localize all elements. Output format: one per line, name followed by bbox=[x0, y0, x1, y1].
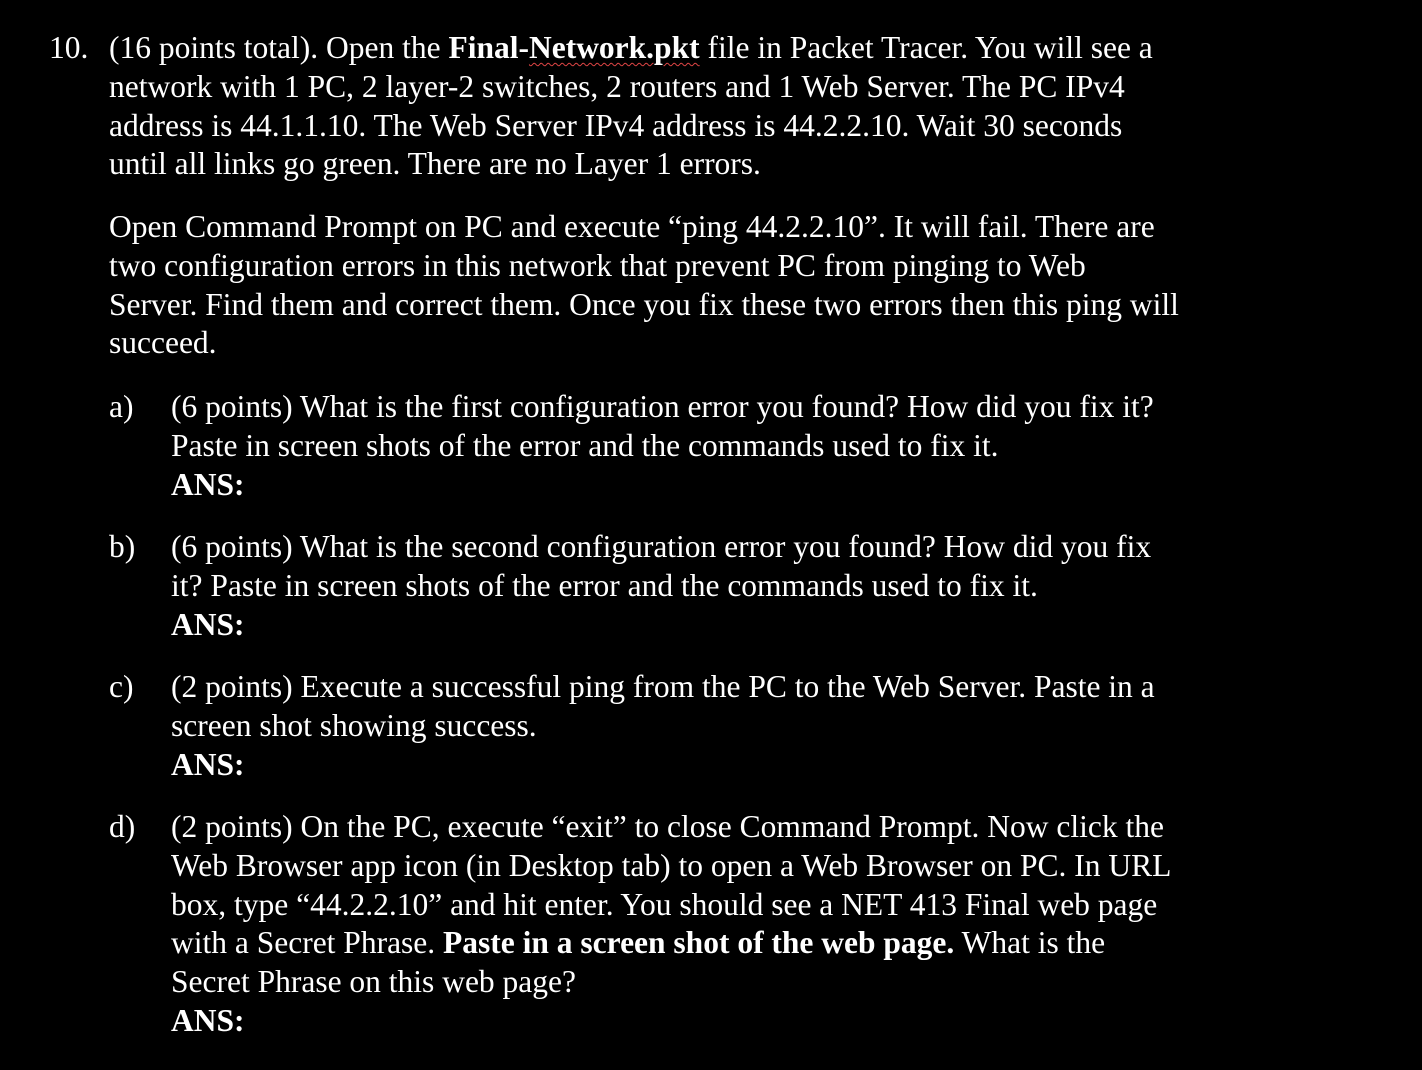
item-d-line-3: box, type “44.2.2.10” and hit enter. You should see a NET 413 Final web page bbox=[171, 886, 1158, 922]
item-b-line-2: it? Paste in screen shots of the error and the commands used to fix it. bbox=[171, 567, 1038, 603]
item-c-answer-label: ANS: bbox=[171, 746, 245, 782]
item-d-line-4 bbox=[171, 924, 1301, 963]
instructions-line-4: succeed. bbox=[109, 325, 217, 361]
item-d-body bbox=[171, 808, 1301, 1041]
item-d-line-2: Web Browser app icon (in Desktop tab) to open a Web Browser on PC. In URL bbox=[171, 847, 1172, 883]
item-d-letter: d) bbox=[109, 809, 136, 844]
item-d-answer-label: ANS: bbox=[171, 1002, 245, 1038]
file-name bbox=[448, 30, 699, 65]
item-c-letter: c) bbox=[109, 669, 134, 704]
intro-line-1-pre: (16 points total). Open the bbox=[109, 30, 449, 65]
item-a-line-1: (6 points) What is the first configuration error you found? How did you fix it? bbox=[171, 389, 1154, 424]
item-b-answer-label: ANS: bbox=[171, 606, 245, 642]
instructions-paragraph bbox=[109, 208, 1309, 363]
item-a-answer-label: ANS: bbox=[171, 466, 245, 502]
file-name-part-a: Final- bbox=[448, 30, 529, 65]
item-c-line-1: (2 points) Execute a successful ping from the PC to the Web Server. Paste in a bbox=[171, 669, 1155, 704]
item-a-letter: a) bbox=[109, 389, 134, 424]
item-d-line-5: Secret Phrase on this web page? bbox=[171, 964, 576, 1000]
item-b-body bbox=[171, 528, 1301, 644]
intro-line-4: until all links go green. There are no Layer 1 errors. bbox=[109, 146, 761, 182]
instructions-line-2: two configuration errors in this network that prevent PC from pinging to Web bbox=[109, 247, 1086, 283]
item-d-line-1: (2 points) On the PC, execute “exit” to close Command Prompt. Now click the bbox=[171, 809, 1164, 844]
item-b-line-1: (6 points) What is the second configuration error you found? How did you fix bbox=[171, 529, 1152, 564]
item-c-body bbox=[171, 668, 1301, 784]
intro-paragraph bbox=[109, 29, 1309, 184]
question-number: 10. bbox=[49, 30, 89, 65]
item-d-line-4-bold: Paste in a screen shot of the web page. bbox=[443, 925, 955, 961]
item-a-body bbox=[171, 388, 1301, 504]
intro-line-1 bbox=[109, 29, 1309, 68]
item-d-line-4-pre: with a Secret Phrase. bbox=[171, 925, 444, 961]
instructions-line-1: Open Command Prompt on PC and execute “ping 44.2.2.10”. It will fail. There are bbox=[109, 209, 1155, 244]
intro-line-2: network with 1 PC, 2 layer-2 switches, 2 routers and 1 Web Server. The PC IPv4 bbox=[109, 68, 1125, 104]
item-c-line-2: screen shot showing success. bbox=[171, 707, 537, 743]
instructions-line-3: Server. Find them and correct them. Once you fix these two errors then this ping will bbox=[109, 286, 1179, 322]
file-name-part-b: Network.pkt bbox=[528, 30, 700, 65]
item-b-letter: b) bbox=[109, 529, 136, 564]
item-d-line-4-post: What is the bbox=[954, 925, 1106, 961]
intro-line-1-post: file in Packet Tracer. You will see a bbox=[699, 30, 1153, 65]
intro-line-3: address is 44.1.1.10. The Web Server IPv4 address is 44.2.2.10. Wait 30 seconds bbox=[109, 107, 1123, 143]
item-a-line-2: Paste in screen shots of the error and the commands used to fix it. bbox=[171, 427, 999, 463]
